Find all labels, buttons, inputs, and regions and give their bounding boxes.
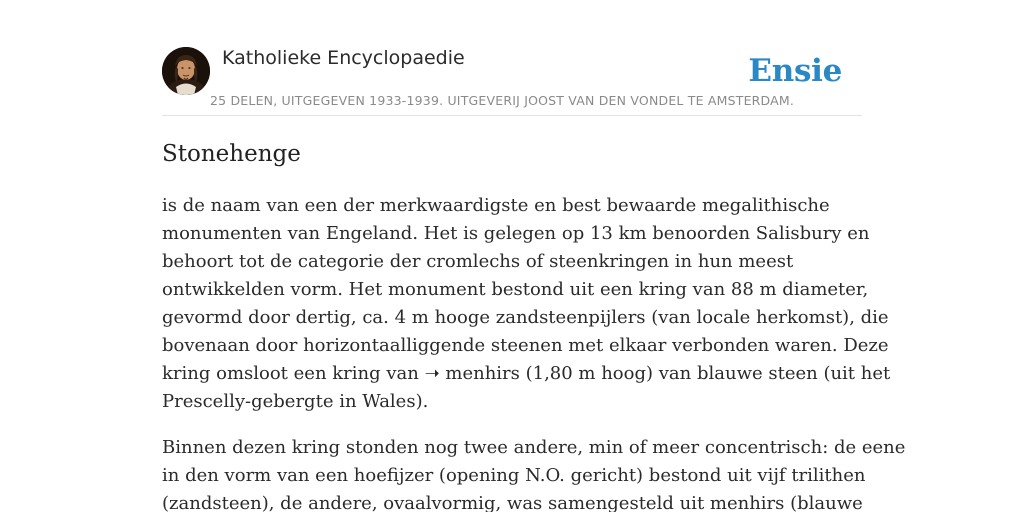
paragraph xyxy=(162,434,906,512)
article-body xyxy=(162,192,906,512)
portrait-avatar-icon[interactable] xyxy=(162,47,210,95)
text-line: behoort tot de categorie der cromlechs of steenkringen in hun meest xyxy=(162,251,794,272)
text-line: is de naam van een der merkwaardigste en best bewaarde megalithische xyxy=(162,195,830,216)
text-line: Binnen dezen kring stonden nog twee andere, min of meer concentrisch: de eene xyxy=(162,437,906,458)
brand-logo-link[interactable]: Ensie xyxy=(748,53,842,89)
text-line: bovenaan door horizontaalliggende steenen met elkaar verbonden waren. Deze xyxy=(162,335,889,356)
article-title: Stonehenge xyxy=(162,141,301,167)
text-line: monumenten van Engeland. Het is gelegen op 13 km benoorden Salisbury en xyxy=(162,223,870,244)
source-title[interactable]: Katholieke Encyclopaedie xyxy=(222,47,465,69)
source-header xyxy=(162,46,862,116)
text-line: ontwikkelden vorm. Het monument bestond uit een kring van 88 m diameter, xyxy=(162,279,869,300)
text-line: Prescelly-gebergte in Wales). xyxy=(162,391,429,412)
text-line: (zandsteen), de andere, ovaalvormig, was samengesteld uit menhirs (blauwe xyxy=(162,493,863,512)
source-subtitle: 25 DELEN, UITGEGEVEN 1933-1939. UITGEVERIJ JOOST VAN DEN VONDEL TE AMSTERDAM. xyxy=(210,93,795,108)
text-line: in den vorm van een hoefijzer (opening N.O. gericht) bestond uit vijf trilithen xyxy=(162,465,866,486)
text-line: kring omsloot een kring van ➝ menhirs (1,80 m hoog) van blauwe steen (uit het xyxy=(162,363,891,384)
text-line: gevormd door dertig, ca. 4 m hooge zandsteenpijlers (van locale herkomst), die xyxy=(162,307,889,328)
paragraph xyxy=(162,192,891,416)
